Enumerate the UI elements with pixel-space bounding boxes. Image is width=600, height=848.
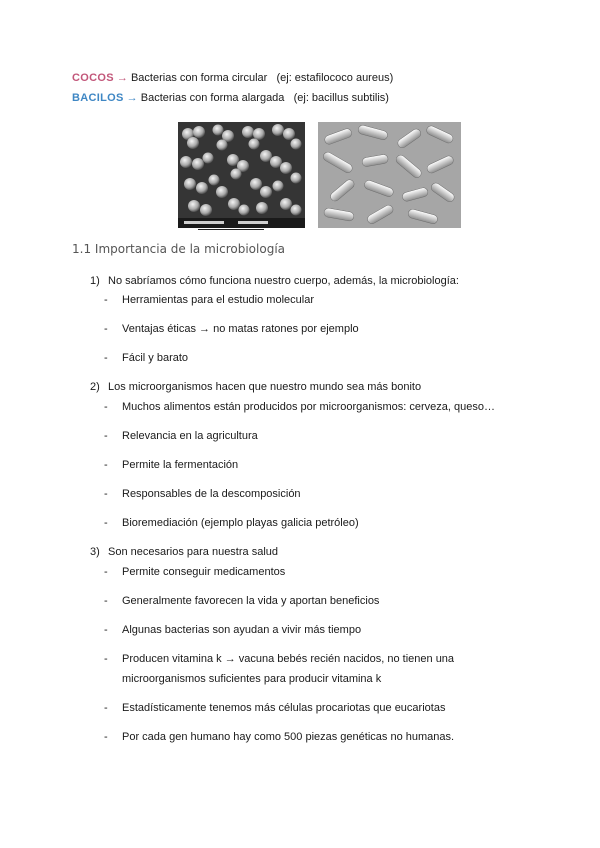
definition-bacilos — [72, 92, 389, 104]
numbered-item-3: 3) Son necesarios para nuestra salud — [90, 546, 278, 558]
bacilli-micrograph — [318, 122, 461, 228]
bacilli-image-icon — [318, 122, 461, 228]
image-caption-line — [198, 229, 264, 230]
list-item: - Responsables de la descomposición — [104, 488, 301, 500]
list-item: - Algunas bacterias son ayudan a vivir más tiempo — [104, 624, 362, 636]
list-item: - Producen vitamina k → vacuna bebés recién nacidos, no tienen una — [104, 653, 455, 665]
definition-text: Bacterias con forma alargada — [140, 92, 285, 104]
list-item: - Permite la fermentación — [104, 459, 239, 471]
list-item: - Relevancia en la agricultura — [104, 430, 258, 442]
list-item: - Generalmente favorecen la vida y aportan beneficios — [104, 595, 380, 607]
list-item: - Ventajas éticas → no matas ratones por ejemplo — [104, 323, 359, 335]
list-item: - Fácil y barato — [104, 352, 189, 364]
arrow-icon: → — [126, 92, 138, 104]
cocci-micrograph — [178, 122, 305, 228]
definition-cocos — [72, 72, 393, 84]
definition-example: (ej: estafilococo aureus) — [276, 72, 394, 84]
definition-example: (ej: bacillus subtilis) — [293, 92, 389, 104]
list-item: - Permite conseguir medicamentos — [104, 566, 286, 578]
list-item: - Estadísticamente tenemos más células procariotas que eucariotas — [104, 702, 446, 714]
list-item: - Bioremediación (ejemplo playas galicia petróleo) — [104, 517, 359, 529]
definition-text: Bacterias con forma circular — [130, 72, 268, 84]
section-heading: 1.1 Importancia de la microbiología — [72, 242, 286, 256]
arrow-icon: → — [116, 72, 128, 84]
numbered-item-2: 2) Los microorganismos hacen que nuestro mundo sea más bonito — [90, 381, 422, 393]
list-item-continuation: microorganismos suficientes para producir vitamina k — [122, 673, 382, 685]
term-bacilos: BACILOS — [72, 92, 124, 104]
list-item: - Herramientas para el estudio molecular — [104, 294, 314, 306]
numbered-item-1: 1) No sabríamos cómo funciona nuestro cuerpo, además, la microbiología: — [90, 275, 459, 287]
list-item: - Por cada gen humano hay como 500 piezas genéticas no humanas. — [104, 731, 455, 743]
list-item: - Muchos alimentos están producidos por microorganismos: cerveza, queso… — [104, 401, 495, 413]
cocci-image-icon — [178, 122, 305, 228]
term-cocos: COCOS — [72, 72, 114, 84]
